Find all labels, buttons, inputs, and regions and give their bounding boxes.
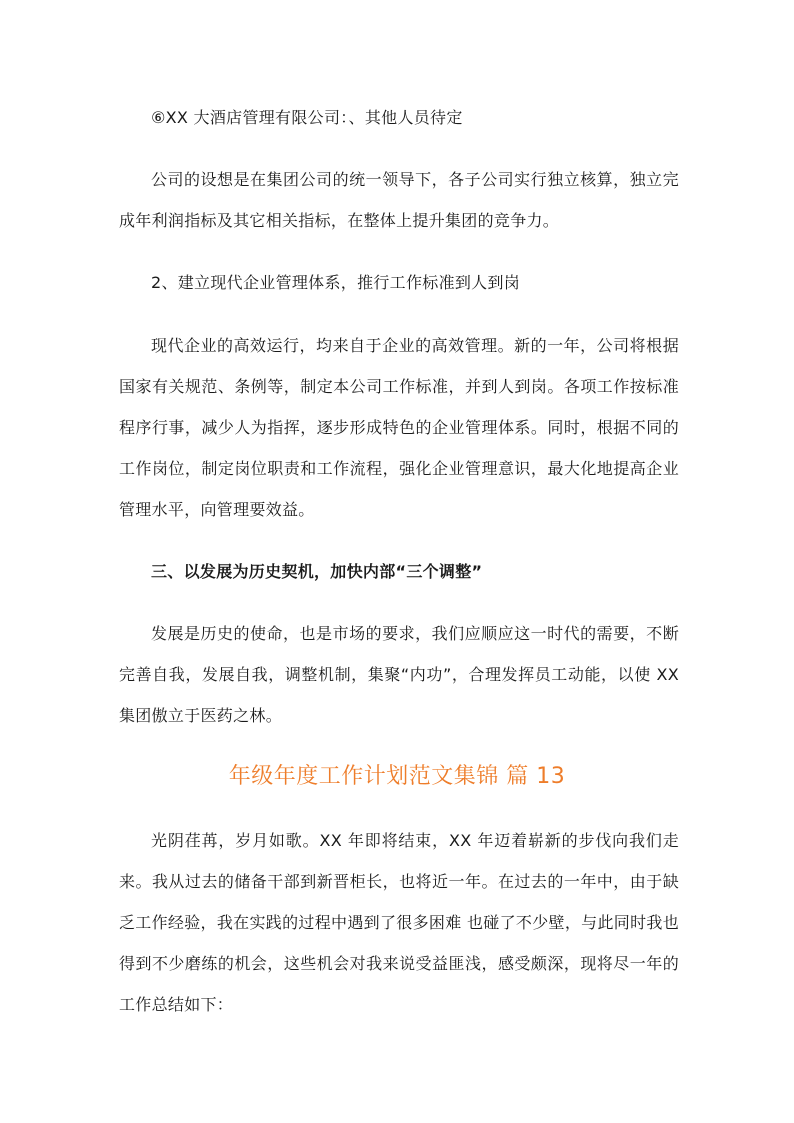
paragraph-heading-management-system: 2、建立现代企业管理体系，推行工作标准到人到岗 xyxy=(151,273,521,292)
paragraph-company-vision: 公司的设想是在集团公司的统一领导下，各子公司实行独立核算，独立完成年利润指标及其它相关指标，在整体上提升集团的竞争力。 xyxy=(119,170,679,230)
paragraph-modern-management: 现代企业的高效运行，均来自于企业的高效管理。新的一年，公司将根据国家有关规范、条例等，制定本公司工作标准，并到人到岗。各项工作按标准程序行事，减少人为指挥，逐步形成特色的企业管理体系。同时，根据不同的工作岗位，制定岗位职责和工作流程，强化企业管理意识，最大化地提高企业管理水平，向管理要效益。 xyxy=(119,336,679,519)
paragraph-hotel-management: ⑥XX 大酒店管理有限公司：、其他人员待定 xyxy=(151,108,463,127)
section-heading-development: 三、以发展为历史契机，加快内部“三个调整” xyxy=(151,562,483,581)
article-title: 年级年度工作计划范文集锦 篇 13 xyxy=(228,764,566,789)
paragraph-development-mission: 发展是历史的使命，也是市场的要求，我们应顺应这一时代的需要，不断完善自我，发展自我，调整机制，集聚“内功”，合理发挥员工动能，以使 XX 集团傲立于医药之林。 xyxy=(119,624,679,725)
paragraph-year-summary: 光阴荏苒，岁月如歌。XX 年即将结束，XX 年迈着崭新的步伐向我们走来。我从过去的储备干部到新晋柜长，也将近一年。在过去的一年中，由于缺乏工作经验，我在实践的过程中遇到了很多困难 也碰了不少壁，与此同时我也得到不少磨练的机会，这些机会对我来说受益匪浅，感受颇深，现将尽一年的工作总结如下： xyxy=(119,831,679,1014)
